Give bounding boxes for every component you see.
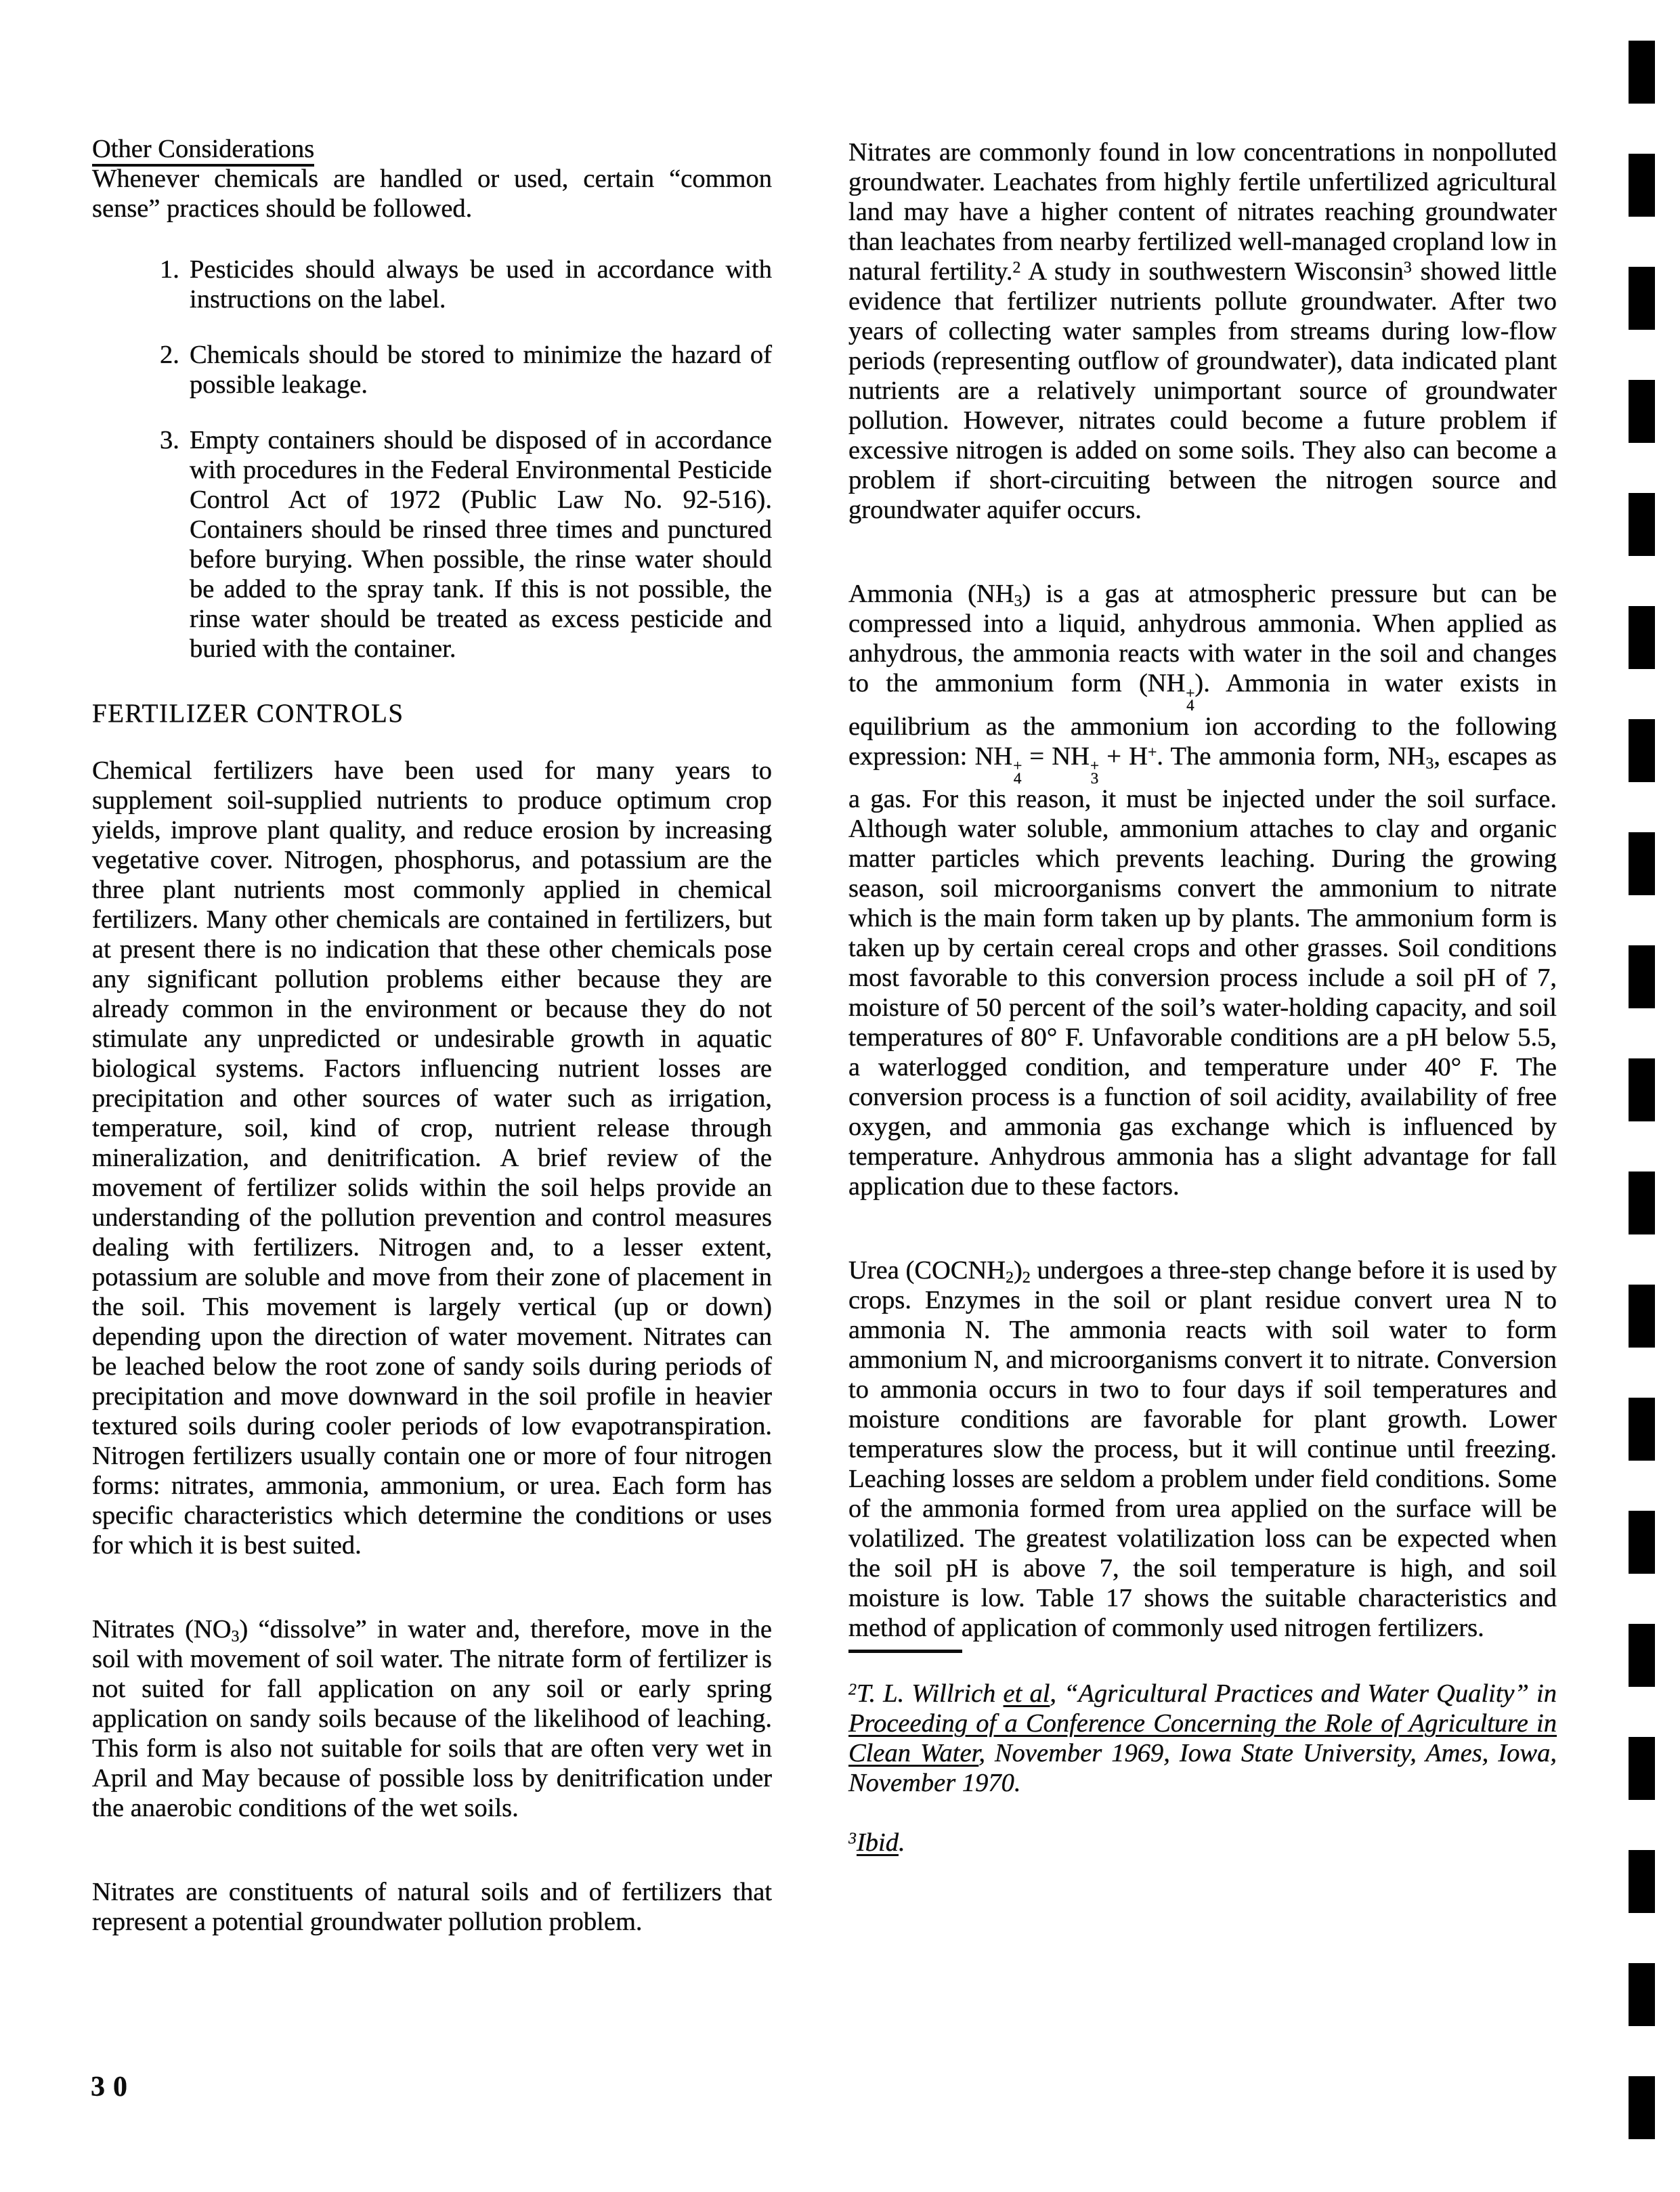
binding-mark — [1629, 267, 1655, 330]
list-item — [92, 340, 772, 400]
binding-mark — [1629, 1737, 1655, 1800]
right-paragraphs — [848, 137, 1557, 1643]
right-column — [848, 137, 1557, 1857]
binding-mark — [1629, 1172, 1655, 1234]
binding-mark — [1629, 945, 1655, 1008]
binding-mark — [1629, 606, 1655, 669]
list-item-number: 3. — [160, 426, 179, 454]
page-number: 30 — [91, 2071, 135, 2103]
list-item-text: Pesticides should always be used in accordance with instructions on the label. — [190, 255, 772, 314]
list-item-text: Empty containers should be disposed of in accordance with procedures in the Federal Environmental Pesticide Control Act of 1972 (Public Law No. 92-516). Containers should be rinsed three times and punctured before burying. When possible, the rinse water should be added to the spray tank. If this is not possible, the rinse water should be treated as excess pesticide and buried with the container. — [190, 426, 772, 663]
paragraph: Chemical fertilizers have been used for many years to supplement soil-supplied nutrients to produce optimum crop yields, improve plant quality, and reduce erosion by increasing vegetative cover. Nitrogen, phosphorus, and potassium are the three plant nutrients most commonly applied in chemical fertilizers. Many other chemicals are contained in fertilizers, but at present there is no indication that these other chemicals pose any significant pollution problems either because they are already common in the environment or because they do not stimulate any unpredicted or undesirable growth in aquatic biological systems. Factors influencing nutrient losses are precipitation and other sources of water such as irrigation, temperature, soil, kind of crop, nutrient release through mineralization, and denitrification. A brief review of the movement of fertilizer solids within the soil helps provide an understanding of the pollution prevention and control measures dealing with fertilizers. Nitrogen and, to a lesser extent, potassium are soluble and move from their zone of placement in the soil. This movement is largely vertical (up or down) depending upon the direction of water movement. Nitrates can be leached below the root zone of sandy soils during periods of precipitation and move downward in the soil profile in heavier textured soils during cooler periods of low evapotranspiration. Nitrogen fertilizers usually contain one or more of four nitrogen forms: nitrates, ammonia, ammonium, or urea. Each form has specific characteristics which determine the conditions or uses for which it is best suited. — [92, 756, 772, 1560]
list-item-number: 1. — [160, 255, 179, 284]
left-paragraphs — [92, 756, 772, 1937]
binding-mark — [1629, 380, 1655, 443]
binding-mark — [1629, 154, 1655, 217]
binding-mark — [1629, 1511, 1655, 1574]
paragraph: Ammonia $(NH_3)$ is a gas at atmospheric pressure but can be compressed into a liquid, anhydrous ammonia. When applied as anhydrous, the ammonia reacts with water in the soil and changes to the ammonium form (NH + 4 ). Ammonia in water exists in equilibrium as the ammonium ion according to the following expression: NH + 4 = NH + 3 + H+. The ammonia form, $NH_3$, escapes as a gas. For this reason, it must be injected under the soil surface. Although water soluble, ammonium attaches to clay and organic matter particles which prevents leaching. During the growing season, soil microorganisms convert the ammonium to nitrate which is the main form taken up by plants. The ammonium form is taken up by certain cereal crops and other grasses. Soil conditions most favorable to this conversion process include a soil pH of 7, moisture of 50 percent of the soil’s water-holding capacity, and soil temperatures of 80° F. Unfavorable conditions are a pH below 5.5, a waterlogged condition, and temperature under 40° F. The conversion process is a function of soil acidity, availability of free oxygen, and ammonia gas exchange which is influenced by temperature. Anhydrous ammonia has a slight advantage for fall application due to these factors. — [848, 580, 1557, 1201]
numbered-list — [92, 255, 772, 664]
list-item-number: 2. — [160, 341, 179, 369]
list-item-text: Chemicals should be stored to minimize the hazard of possible leakage. — [190, 341, 772, 399]
footnote: $^3$Ibid. — [848, 1828, 905, 1857]
paragraph: Urea $(COCNH_2)_2$ undergoes a three-step change before it is used by crops. Enzymes in the soil or plant residue convert urea N to ammonia N. The ammonia reacts with soil water to form ammonium N, and microorganisms convert it to nitrate. Conversion to ammonia occurs in two to four days if soil temperatures and moisture conditions are favorable for plant growth. Lower temperatures slow the process, but it will continue until freezing. Leaching losses are seldom a problem under field conditions. Some of the ammonia formed from urea applied on the surface will be volatilized. The greatest volatilization loss can be expected when the soil pH is above 7, the soil temperature is high, and soil moisture is low. Table 17 shows the suitable characteristics and method of application of commonly used nitrogen fertilizers. — [848, 1256, 1557, 1643]
binding-mark — [1629, 1850, 1655, 1913]
paragraph: Nitrates are constituents of natural soils and of fertilizers that represent a potential groundwater pollution problem. — [92, 1878, 772, 1936]
binding-mark — [1629, 1285, 1655, 1348]
binding-mark — [1629, 832, 1655, 895]
subsection-heading-text: Other Considerations — [92, 135, 314, 167]
footnotes — [848, 1679, 1557, 1857]
binding-mark — [1629, 1963, 1655, 2026]
list-item — [92, 425, 772, 664]
section-heading: FERTILIZER CONTROLS — [92, 699, 404, 728]
binding-mark — [1629, 2076, 1655, 2139]
paragraph: Nitrates $(NO_3)$ “dissolve” in water and, therefore, move in the soil with movement of soil water. The nitrate form of fertilizer is not suited for fall application on any soil or early spring application on sandy soils because of the likelihood of leaching. This form is also not suitable for soils that are often very wet in April and May because of possible loss by denitrification under the anaerobic conditions of the wet soils. — [92, 1615, 772, 1822]
subsection-heading — [92, 134, 772, 164]
paragraph: Nitrates are commonly found in low concentrations in nonpolluted groundwater. Leachates from highly fertile unfertilized agricultural land may have a higher content of nitrates reaching groundwater than leachates from nearby fertilized well-managed cropland low in natural fertility.$^2$ A study in southwestern Wisconsin$^3$ showed little evidence that fertilizer nutrients pollute groundwater. After two years of collecting water samples from streams during low-flow periods (representing outflow of groundwater), data indicated plant nutrients are a relatively unimportant source of groundwater pollution. However, nitrates could become a future problem if excessive nitrogen is added on some soils. They also can become a problem if short-circuiting between the nitrogen source and groundwater aquifer occurs. — [848, 138, 1557, 524]
binding-mark — [1629, 1624, 1655, 1687]
binding-mark — [1629, 493, 1655, 556]
binding-mark — [1629, 719, 1655, 782]
binding-mark — [1629, 41, 1655, 104]
intro-paragraph: Whenever chemicals are handled or used, certain “common sense” practices should be followed. — [92, 165, 772, 223]
list-item — [92, 255, 772, 314]
binding-mark — [1629, 1058, 1655, 1121]
footnote-separator — [848, 1650, 962, 1653]
binding-mark — [1629, 1398, 1655, 1461]
footnote: $^2$T. L. Willrich et al, “Agricultural Practices and Water Quality” in Proceeding of a Conference Concerning the Role of Agriculture in Clean Water, November 1969, Iowa State University, Ames, Iowa, November 1970. — [848, 1679, 1557, 1798]
left-column — [92, 134, 772, 1937]
